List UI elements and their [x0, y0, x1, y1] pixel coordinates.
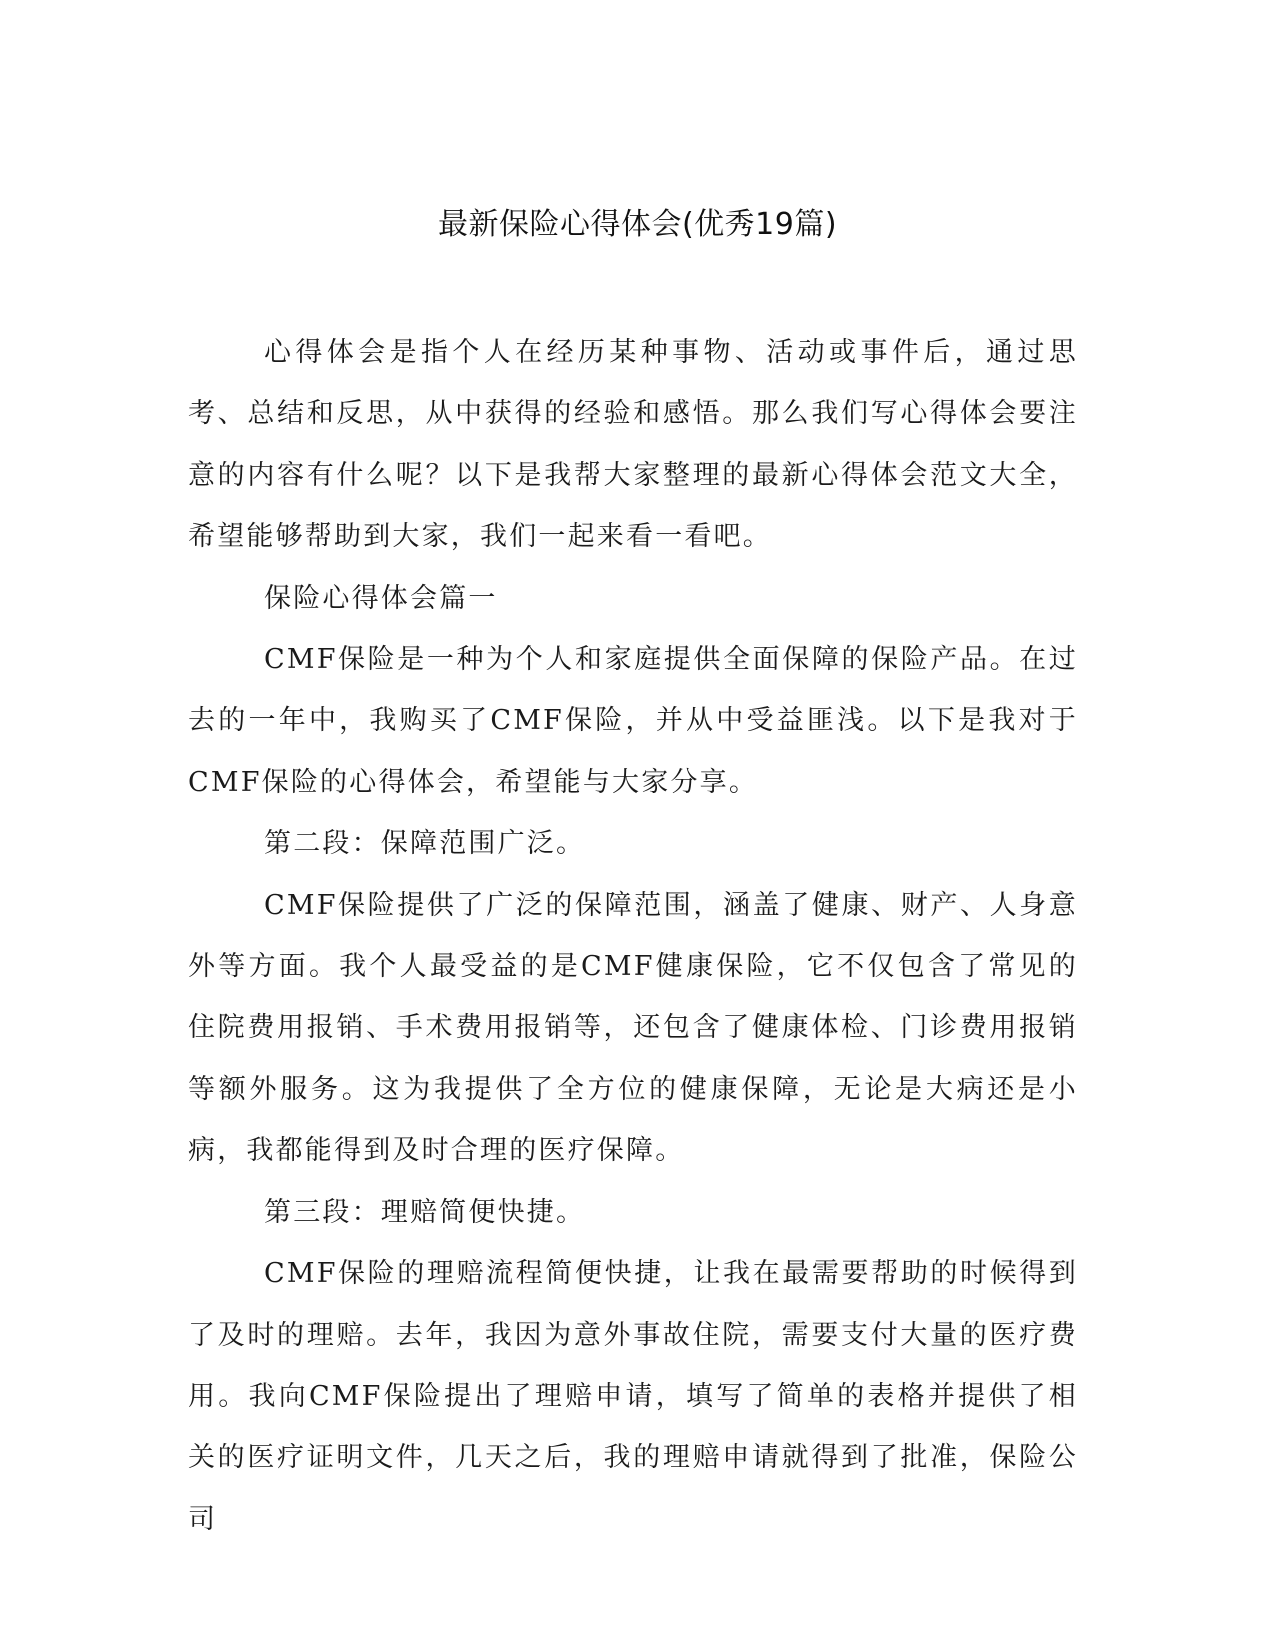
- document-title: 最新保险心得体会(优秀19篇): [437, 207, 838, 242]
- document-body: [188, 322, 1078, 1550]
- paragraph-coverage: CMF保险提供了广泛的保障范围，涵盖了健康、财产、人身意外等方面。我个人最受益的是CMF健康保险，它不仅包含了常见的住院费用报销、手术费用报销等，还包含了健康体检、门诊费用报销等额外服务。这为我提供了全方位的健康保障，无论是大病还是小病，我都能得到及时合理的医疗保障。: [188, 889, 1078, 1167]
- paragraph-claims: CMF保险的理赔流程简便快捷，让我在最需要帮助的时候得到了及时的理赔。去年，我因为意外事故住院，需要支付大量的医疗费用。我向CMF保险提出了理赔申请，填写了简单的表格并提供了相关的医疗证明文件，几天之后，我的理赔申请就得到了批准，保险公司: [188, 1258, 1078, 1535]
- paragraph-intro: 心得体会是指个人在经历某种事物、活动或事件后，通过思考、总结和反思，从中获得的经验和感悟。那么我们写心得体会要注意的内容有什么呢？以下是我帮大家整理的最新心得体会范文大全，希望能够帮助到大家，我们一起来看一看吧。: [188, 337, 1078, 553]
- paragraph-cmf-overview: CMF保险是一种为个人和家庭提供全面保障的保险产品。在过去的一年中，我购买了CMF保险，并从中受益匪浅。以下是我对于CMF保险的心得体会，希望能与大家分享。: [188, 644, 1078, 798]
- section-heading-third: 第三段：理赔简便快捷。: [264, 1196, 586, 1228]
- section-heading-second: 第二段：保障范围广泛。: [264, 828, 586, 860]
- section-heading-chapter-one: 保险心得体会篇一: [264, 582, 498, 614]
